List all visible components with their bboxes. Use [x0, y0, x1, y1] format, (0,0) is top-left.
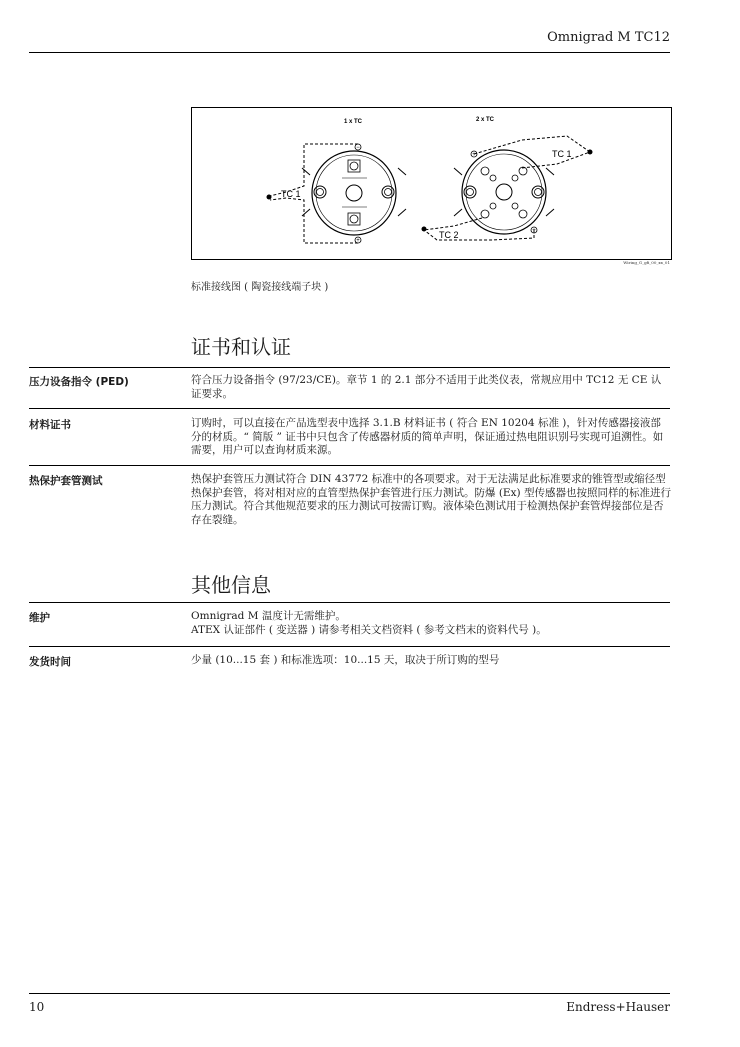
ped-text: 符合压力设备指令 (97/23/CE)。章节 1 的 2.1 部分不适用于此类仪表，常规应用中 TC12 无 CE 认证要求。 — [191, 374, 662, 400]
maintenance-line-2: ATEX 认证部件 ( 变送器 ) 请参考相关文档资料 ( 参考文档末的资料代号 )。 — [191, 623, 547, 636]
section-title-other-info: 其他信息 — [191, 573, 271, 597]
polarity-plus-left-bottom: + — [356, 238, 360, 244]
footer-rule — [29, 993, 670, 994]
terminal-block-2xtc — [454, 150, 554, 234]
tc1-label-left: TC 1 — [281, 189, 301, 199]
row-label-delivery-time: 发货时间 — [29, 656, 71, 668]
row-label-thermowell-test: 热保护套管测试 — [29, 475, 103, 487]
polarity-plus-right-top: + — [472, 152, 476, 158]
label-2xtc: 2 x TC — [476, 117, 495, 123]
footer-brand: Endress+Hauser — [566, 1000, 670, 1014]
figure-id: Wiring_G_gfi_00_xx_01 — [623, 260, 670, 265]
row-label-maintenance: 维护 — [29, 612, 50, 624]
header-rule — [29, 52, 670, 53]
tc2-label: TC 2 — [439, 230, 459, 240]
row-text-delivery-time — [191, 654, 671, 668]
wiring-diagram — [191, 107, 672, 260]
row-text-material-cert — [191, 417, 671, 458]
thermowell-test-text: 热保护套管压力测试符合 DIN 43772 标准中的各项要求。对于无法满足此标准要求的锥管型或缩径型热保护套管，将对相对应的直管型热保护套管进行压力测试。防爆 (Ex) 型传感器也按照同样的标准进行压力测试。符合其他规范要求的压力测试可按需订购。液体染色测试用于检测热保护套管焊接部位是否存在裂缝。 — [191, 473, 671, 526]
row-rule — [29, 646, 670, 647]
figure-caption: 标准接线图 ( 陶瓷接线端子块 ) — [191, 282, 329, 293]
material-cert-text: 订购时，可以直接在产品选型表中选择 3.1.B 材料证书 ( 符合 EN 10204 标准 )，针对传感器接液部分的材质。“ 简版 ” 证书中只包含了传感器材质的简单声明，保证通过热电阻识别号实现可追溯性。如需要，用户可以查询材质来源。 — [191, 417, 664, 456]
polarity-minus-left-top: − — [356, 145, 360, 151]
polarity-plus-right-bottom: + — [532, 228, 536, 234]
row-text-ped — [191, 374, 671, 401]
row-rule — [29, 408, 670, 409]
section-rule — [29, 367, 670, 368]
document-header-title: Omnigrad M TC12 — [547, 30, 670, 45]
delivery-time-text: 少量 (10...15 套 ) 和标准选项：10...15 天，取决于所订购的型号 — [191, 654, 500, 666]
junction-dot-1xtc — [267, 195, 272, 200]
section-rule — [29, 602, 670, 603]
wiring-diagram-svg — [192, 108, 671, 259]
section-title-certificates: 证书和认证 — [191, 335, 291, 359]
junction-dot-tc1 — [588, 150, 593, 155]
terminal-block-1xtc — [302, 144, 406, 243]
tc1-label-right: TC 1 — [552, 149, 572, 159]
label-1xtc: 1 x TC — [344, 119, 363, 125]
row-label-ped: 压力设备指令 (PED) — [29, 376, 129, 388]
row-rule — [29, 465, 670, 466]
row-label-material-cert: 材料证书 — [29, 419, 71, 431]
junction-dot-tc2 — [422, 227, 427, 232]
page-number: 10 — [29, 1000, 45, 1014]
row-text-maintenance — [191, 610, 671, 637]
row-text-thermowell-test — [191, 473, 671, 527]
maintenance-line-1: Omnigrad M 温度计无需维护。 — [191, 610, 346, 622]
